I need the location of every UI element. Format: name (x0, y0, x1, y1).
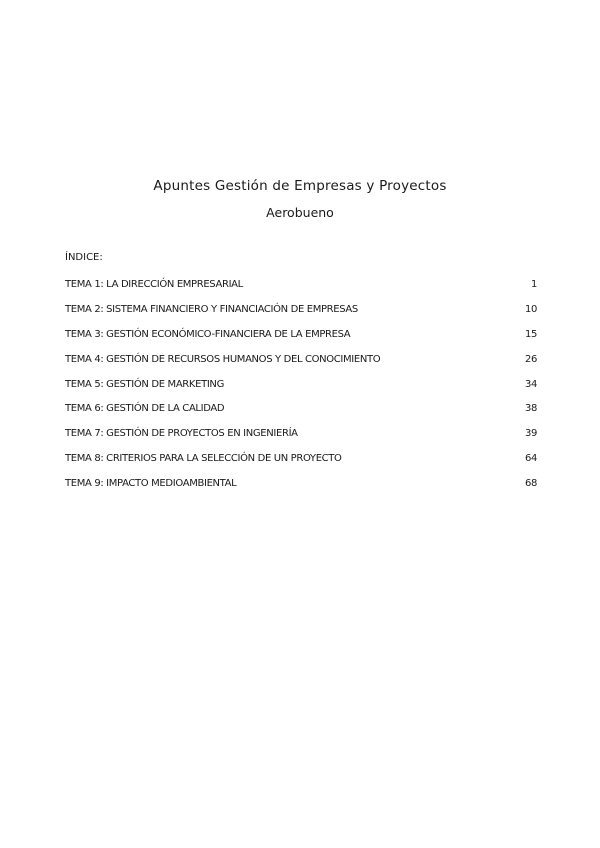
toc-entry-label: TEMA 1: LA DIRECCIÓN EMPRESARIAL (65, 279, 243, 290)
toc-entry-label: TEMA 5: GESTIÓN DE MARKETING (65, 378, 224, 390)
toc-entry-label: TEMA 2: SISTEMA FINANCIERO Y FINANCIACIÓN DE EMPRESAS (65, 303, 358, 315)
toc-entry[interactable] (65, 403, 537, 428)
toc-entry[interactable] (65, 329, 537, 354)
toc-entry-label: TEMA 7: GESTIÓN DE PROYECTOS EN INGENIERÍA (65, 428, 298, 440)
toc-entry-label: TEMA 3: GESTIÓN ECONÓMICO-FINANCIERA DE LA EMPRESA (65, 328, 351, 340)
toc-entry-page: 39 (524, 428, 537, 440)
toc-entry[interactable] (65, 379, 537, 404)
toc-entry-label: TEMA 8: CRITERIOS PARA LA SELECCIÓN DE UN PROYECTO (65, 453, 342, 465)
toc-entry-page: 1 (530, 279, 537, 290)
toc-entry-page: 10 (524, 303, 537, 315)
toc-entry[interactable] (65, 453, 537, 478)
toc-entry-page: 15 (524, 328, 537, 340)
toc-entry-page: 34 (524, 378, 537, 390)
toc-entry[interactable] (65, 354, 537, 379)
index-heading: ÍNDICE: (65, 252, 103, 263)
toc-entry[interactable] (65, 428, 537, 453)
toc-entry[interactable] (65, 478, 537, 503)
document-title: Apuntes Gestión de Empresas y Proyectos (153, 178, 447, 194)
table-of-contents (65, 279, 537, 503)
toc-entry[interactable] (65, 304, 537, 329)
toc-entry-label: TEMA 6: GESTIÓN DE LA CALIDAD (65, 403, 225, 415)
toc-entry-page: 68 (524, 478, 537, 490)
toc-entry[interactable] (65, 279, 537, 304)
toc-entry-label: TEMA 4: GESTIÓN DE RECURSOS HUMANOS Y DEL CONOCIMIENTO (65, 353, 381, 365)
toc-entry-label: TEMA 9: IMPACTO MEDIOAMBIENTAL (65, 478, 237, 490)
toc-entry-page: 26 (524, 353, 537, 365)
toc-entry-page: 64 (524, 453, 537, 465)
toc-entry-page: 38 (524, 403, 537, 415)
document-author: Aerobueno (266, 205, 334, 220)
